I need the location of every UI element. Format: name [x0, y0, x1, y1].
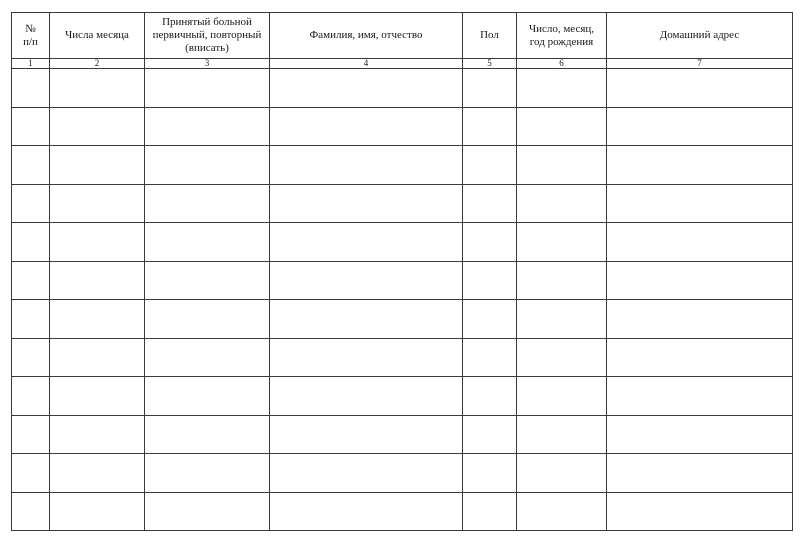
table-cell[interactable]	[463, 184, 517, 223]
header-name-line: Фамилия, имя, отчество	[309, 29, 423, 41]
table-cell[interactable]	[517, 223, 607, 262]
table-cell[interactable]	[12, 184, 50, 223]
table-cell[interactable]	[12, 146, 50, 185]
table-cell[interactable]	[607, 223, 793, 262]
table-cell[interactable]	[463, 261, 517, 300]
table-cell[interactable]	[463, 415, 517, 454]
table-cell[interactable]	[50, 415, 145, 454]
table-cell[interactable]	[463, 454, 517, 493]
table-row	[12, 454, 793, 493]
table-cell[interactable]	[50, 261, 145, 300]
header-name	[270, 13, 463, 59]
column-number: 5	[463, 59, 517, 69]
header-admission-line: (вписать)	[185, 42, 229, 54]
table-cell[interactable]	[50, 184, 145, 223]
header-sex-line: Пол	[480, 29, 499, 41]
table-cell[interactable]	[12, 338, 50, 377]
table-cell[interactable]	[517, 415, 607, 454]
header-birth	[517, 13, 607, 59]
table-cell[interactable]	[517, 454, 607, 493]
table-cell[interactable]	[145, 184, 270, 223]
header-sex	[463, 13, 517, 59]
header-day-line: Числа месяца	[65, 29, 129, 41]
table-cell[interactable]	[145, 223, 270, 262]
table-cell[interactable]	[50, 338, 145, 377]
table-cell[interactable]	[607, 69, 793, 108]
table-cell[interactable]	[270, 300, 463, 339]
table-cell[interactable]	[517, 261, 607, 300]
table-cell[interactable]	[607, 146, 793, 185]
table-cell[interactable]	[607, 261, 793, 300]
table-cell[interactable]	[12, 69, 50, 108]
table-cell[interactable]	[12, 377, 50, 416]
table-cell[interactable]	[607, 300, 793, 339]
table-cell[interactable]	[517, 69, 607, 108]
table-cell[interactable]	[12, 492, 50, 531]
table-cell[interactable]	[12, 261, 50, 300]
table-cell[interactable]	[270, 107, 463, 146]
column-number: 7	[607, 59, 793, 69]
table-cell[interactable]	[517, 146, 607, 185]
table-cell[interactable]	[50, 454, 145, 493]
column-number: 4	[270, 59, 463, 69]
table-cell[interactable]	[517, 377, 607, 416]
table-cell[interactable]	[50, 69, 145, 108]
header-index	[12, 13, 50, 59]
table-cell[interactable]	[12, 300, 50, 339]
table-cell[interactable]	[463, 492, 517, 531]
table-cell[interactable]	[50, 223, 145, 262]
table-cell[interactable]	[145, 300, 270, 339]
table-cell[interactable]	[607, 492, 793, 531]
table-row	[12, 377, 793, 416]
table-cell[interactable]	[607, 377, 793, 416]
table-cell[interactable]	[270, 415, 463, 454]
header-row	[12, 13, 793, 59]
table-cell[interactable]	[12, 454, 50, 493]
table-cell[interactable]	[145, 377, 270, 416]
header-birth-line: Число, месяц,	[528, 22, 595, 35]
table-cell[interactable]	[270, 261, 463, 300]
table-cell[interactable]	[270, 338, 463, 377]
table-cell[interactable]	[50, 146, 145, 185]
column-number: 2	[50, 59, 145, 69]
table-cell[interactable]	[517, 184, 607, 223]
table-row	[12, 492, 793, 531]
table-cell[interactable]	[270, 184, 463, 223]
table-row	[12, 338, 793, 377]
table-cell[interactable]	[517, 300, 607, 339]
table-row	[12, 69, 793, 108]
table-cell[interactable]	[463, 107, 517, 146]
table-cell[interactable]	[517, 338, 607, 377]
table-cell[interactable]	[607, 338, 793, 377]
header-admission-line: первичный, повторный	[152, 29, 262, 41]
table-cell[interactable]	[270, 146, 463, 185]
header-admission	[145, 13, 270, 59]
table-cell[interactable]	[50, 300, 145, 339]
table-cell[interactable]	[12, 107, 50, 146]
patient-register-table	[11, 12, 793, 531]
table-cell[interactable]	[145, 146, 270, 185]
table-cell[interactable]	[145, 415, 270, 454]
table-cell[interactable]	[463, 338, 517, 377]
table-cell[interactable]	[463, 146, 517, 185]
table-cell[interactable]	[270, 492, 463, 531]
table-row	[12, 184, 793, 223]
table-cell[interactable]	[270, 454, 463, 493]
column-number: 6	[517, 59, 607, 69]
table-cell[interactable]	[50, 492, 145, 531]
table-cell[interactable]	[145, 261, 270, 300]
header-birth-line: год рождения	[529, 35, 594, 48]
header-day	[50, 13, 145, 59]
table-cell[interactable]	[50, 107, 145, 146]
table-row	[12, 261, 793, 300]
column-number: 3	[145, 59, 270, 69]
header-index-line: п/п	[23, 35, 38, 48]
table-cell[interactable]	[607, 107, 793, 146]
table-cell[interactable]	[463, 69, 517, 108]
table-cell[interactable]	[145, 492, 270, 531]
register-body	[12, 69, 793, 531]
table-row	[12, 107, 793, 146]
header-address	[607, 13, 793, 59]
table-cell[interactable]	[270, 223, 463, 262]
table-cell[interactable]	[145, 338, 270, 377]
table-row	[12, 300, 793, 339]
table-cell[interactable]	[517, 107, 607, 146]
table-cell[interactable]	[145, 107, 270, 146]
column-number: 1	[12, 59, 50, 69]
table-cell[interactable]	[517, 492, 607, 531]
table-cell[interactable]	[463, 377, 517, 416]
table-cell[interactable]	[270, 377, 463, 416]
table-cell[interactable]	[270, 69, 463, 108]
table-row	[12, 223, 793, 262]
table-cell[interactable]	[145, 454, 270, 493]
header-address-line: Домашний адрес	[659, 29, 740, 41]
table-row	[12, 415, 793, 454]
table-cell[interactable]	[145, 69, 270, 108]
column-number-row	[12, 59, 793, 69]
table-cell[interactable]	[607, 454, 793, 493]
header-admission-line: Принятый больной	[162, 16, 252, 28]
table-row	[12, 146, 793, 185]
table-cell[interactable]	[12, 415, 50, 454]
table-cell[interactable]	[12, 223, 50, 262]
table-cell[interactable]	[607, 415, 793, 454]
table-cell[interactable]	[463, 300, 517, 339]
header-index-line: №	[25, 22, 36, 35]
table-cell[interactable]	[463, 223, 517, 262]
table-cell[interactable]	[607, 184, 793, 223]
journal-sheet	[11, 12, 792, 533]
table-cell[interactable]	[50, 377, 145, 416]
